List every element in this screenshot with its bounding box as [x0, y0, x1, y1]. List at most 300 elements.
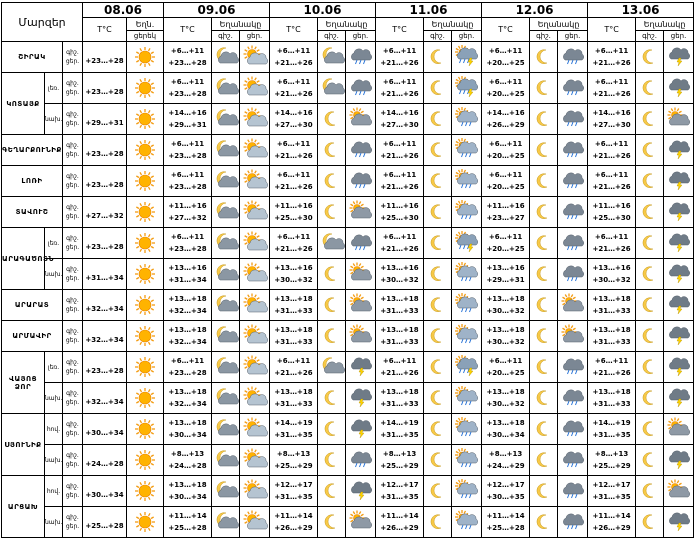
cloud-moon-icon	[212, 321, 240, 352]
temperature: +6…+11 +20…+25	[482, 228, 530, 259]
moon-icon	[318, 166, 346, 197]
day-subheader: ցեր.	[558, 31, 588, 42]
sun-cloud-icon	[240, 414, 270, 445]
cloud-rain-icon	[558, 166, 588, 197]
temperature: +8…+13 +24…+28	[164, 445, 212, 476]
subregion-label: լեռ.	[45, 352, 63, 383]
temp-day: +23…+28	[85, 181, 124, 189]
temperature: +11…+16 +23…+27	[482, 197, 530, 228]
forecast-row	[2, 197, 694, 228]
sun-icon	[127, 445, 164, 476]
sun-cloud-icon	[240, 104, 270, 135]
night-label: գիշ.	[66, 359, 79, 366]
forecast-row	[2, 104, 694, 135]
sun-icon	[127, 383, 164, 414]
temp-header: T°C	[83, 18, 127, 42]
sun-rain-icon	[452, 290, 482, 321]
temperature: +6…+11 +23…+28	[164, 352, 212, 383]
sun-cloud-icon	[240, 259, 270, 290]
cloud-rain-icon	[558, 73, 588, 104]
cloud-storm-icon	[664, 445, 694, 476]
moon-icon	[530, 445, 558, 476]
day-label: ցեր.	[65, 120, 80, 127]
temp-day: +29…+31	[85, 119, 124, 127]
cloud-rain-icon	[558, 383, 588, 414]
moon-icon	[636, 290, 664, 321]
cloud-sun-icon	[664, 476, 694, 507]
night-label: գիշ.	[66, 514, 79, 521]
moon-icon	[530, 228, 558, 259]
moon-icon	[318, 445, 346, 476]
temperature: +6…+11 +20…+25	[482, 42, 530, 73]
cloud-moon-icon	[212, 476, 240, 507]
cloud-moon-icon	[212, 445, 240, 476]
cloud-sun-icon	[346, 197, 376, 228]
period-labels	[63, 42, 83, 73]
day-label: ցեր.	[65, 306, 80, 313]
temperature: +13…+18 +30…+34	[482, 414, 530, 445]
moon-icon	[318, 321, 346, 352]
period-labels	[63, 290, 83, 321]
temp-day: +23…+28	[85, 57, 124, 65]
moon-icon	[530, 290, 558, 321]
temperature: +6…+11 +21…+26	[588, 42, 636, 73]
temperature	[83, 104, 127, 135]
cloud-rain-icon	[346, 228, 376, 259]
period-labels	[63, 507, 83, 538]
sun-rain-icon	[452, 383, 482, 414]
temperature: +13…+16 +30…+32	[376, 259, 424, 290]
moon-icon	[424, 259, 452, 290]
moon-icon	[636, 445, 664, 476]
temperature: +6…+11 +21…+26	[376, 228, 424, 259]
cloud-sun-icon	[346, 290, 376, 321]
temp-header: T°C	[164, 18, 212, 42]
day-label: ցեր.	[65, 399, 80, 406]
rain-storm-icon	[452, 73, 482, 104]
temperature: +6…+11 +23…+28	[164, 135, 212, 166]
sun-cloud-icon	[240, 352, 270, 383]
temperature: +14…+16 +26…+29	[482, 104, 530, 135]
temperature: +14…+19 +31…+35	[588, 414, 636, 445]
temperature: +14…+19 +31…+35	[376, 414, 424, 445]
cloud-rain-icon	[558, 352, 588, 383]
sun-cloud-icon	[240, 321, 270, 352]
day-label: ցեր.	[65, 523, 80, 530]
moon-icon	[636, 321, 664, 352]
moon-icon	[424, 476, 452, 507]
moon-icon	[636, 73, 664, 104]
temperature	[83, 42, 127, 73]
temp-day: +32…+34	[85, 398, 124, 406]
moon-icon	[318, 104, 346, 135]
cloud-rain-icon	[346, 73, 376, 104]
period-labels	[63, 383, 83, 414]
cloud-header: Եղանակը	[636, 18, 694, 31]
temp-day: +23…+28	[85, 243, 124, 251]
temperature: +6…+11 +21…+26	[376, 42, 424, 73]
temperature	[83, 507, 127, 538]
cloud-rain-icon	[558, 445, 588, 476]
temperature: +13…+18 +30…+32	[482, 290, 530, 321]
temp-day: +23…+28	[85, 88, 124, 96]
day-label: ցեր.	[65, 368, 80, 375]
subregion-label: նախ.	[45, 445, 63, 476]
moon-icon	[424, 166, 452, 197]
sun-rain-icon	[452, 476, 482, 507]
region-name: ԿՈՏԱՅՔ	[2, 73, 45, 135]
temperature: +6…+11 +21…+26	[588, 228, 636, 259]
temperature: +13…+18 +30…+34	[164, 476, 212, 507]
temperature: +13…+18 +30…+32	[482, 321, 530, 352]
sun-icon	[127, 166, 164, 197]
temperature: +13…+18 +31…+33	[588, 321, 636, 352]
period-labels	[63, 73, 83, 104]
forecast-row	[2, 290, 694, 321]
night-label: գիշ.	[66, 173, 79, 180]
temperature: +6…+11 +21…+26	[376, 73, 424, 104]
temperature: +13…+18 +32…+34	[164, 290, 212, 321]
sun-icon	[127, 507, 164, 538]
sun-rain-icon	[452, 104, 482, 135]
moon-icon	[424, 352, 452, 383]
cloud-moon-icon	[212, 228, 240, 259]
period-labels	[63, 135, 83, 166]
cloud-header: Եղանակը	[318, 18, 376, 31]
night-subheader: գիշ.	[530, 31, 558, 42]
sun-rain-icon	[452, 197, 482, 228]
subregion-label: նախ.	[45, 259, 63, 290]
cloud-rain-icon	[346, 135, 376, 166]
moon-icon	[424, 445, 452, 476]
temperature: +13…+18 +31…+33	[376, 290, 424, 321]
night-label: գիշ.	[66, 421, 79, 428]
temperature: +13…+16 +31…+34	[164, 259, 212, 290]
cloud-rain-icon	[558, 228, 588, 259]
region-name: ԱՐԱԳԱԾՈՏՆ	[2, 228, 45, 290]
moon-icon	[424, 135, 452, 166]
temperature: +12…+17 +31…+35	[588, 476, 636, 507]
temperature: +14…+16 +29…+31	[164, 104, 212, 135]
temperature	[83, 166, 127, 197]
cloud-storm-icon	[664, 352, 694, 383]
period-labels	[63, 104, 83, 135]
temperature: +14…+19 +31…+35	[270, 414, 318, 445]
temperature: +8…+13 +24…+29	[482, 445, 530, 476]
forecast-row	[2, 476, 694, 507]
sun-cloud-icon	[240, 290, 270, 321]
cloud-moon-icon	[318, 352, 346, 383]
temperature: +13…+18 +32…+34	[164, 383, 212, 414]
night-label: գիշ.	[66, 328, 79, 335]
day-label: ցեր.	[65, 461, 80, 468]
cloud-moon-icon	[212, 104, 240, 135]
moon-icon	[424, 290, 452, 321]
moon-icon	[424, 42, 452, 73]
cloud-moon-icon	[212, 166, 240, 197]
temperature: +6…+11 +21…+26	[588, 73, 636, 104]
cloud-header: Եղանակը	[424, 18, 482, 31]
temperature: +6…+11 +21…+26	[588, 135, 636, 166]
day-subheader: ցերեկ	[127, 31, 164, 42]
temperature: +8…+13 +25…+29	[270, 445, 318, 476]
cloud-header: Եղանակը	[530, 18, 588, 31]
cloud-rain-icon	[558, 197, 588, 228]
temperature	[83, 383, 127, 414]
forecast-row	[2, 383, 694, 414]
moon-icon	[636, 197, 664, 228]
forecast-row	[2, 445, 694, 476]
subregion-label: նախ.	[45, 104, 63, 135]
region-name: ԼՈՌԻ	[2, 166, 63, 197]
cloud-rain-icon	[558, 104, 588, 135]
temperature: +13…+18 +31…+33	[376, 321, 424, 352]
day-subheader: ցեր.	[346, 31, 376, 42]
cloud-rain-icon	[558, 259, 588, 290]
date-header: 11.06	[376, 3, 482, 18]
period-labels	[63, 228, 83, 259]
period-labels	[63, 259, 83, 290]
cloud-sun-icon	[558, 290, 588, 321]
temp-day: +30…+34	[85, 429, 124, 437]
sun-icon	[127, 352, 164, 383]
sun-cloud-icon	[240, 507, 270, 538]
day-label: ցեր.	[65, 213, 80, 220]
cloud-moon-icon	[318, 42, 346, 73]
day-label: ցեր.	[65, 58, 80, 65]
cloud-storm-icon	[346, 352, 376, 383]
sun-icon	[127, 259, 164, 290]
night-subheader: գիշ.	[636, 31, 664, 42]
temp-day: +24…+28	[85, 460, 124, 468]
forecast-row	[2, 135, 694, 166]
temperature: +6…+11 +21…+26	[588, 166, 636, 197]
moon-icon	[424, 104, 452, 135]
sun-icon	[127, 228, 164, 259]
temperature: +13…+18 +30…+34	[164, 414, 212, 445]
night-label: գիշ.	[66, 452, 79, 459]
temperature: +6…+11 +21…+26	[270, 228, 318, 259]
cloud-rain-icon	[346, 166, 376, 197]
temp-header: T°C	[376, 18, 424, 42]
day-subheader: ցեր.	[664, 31, 694, 42]
temp-day: +23…+28	[85, 367, 124, 375]
cloud-moon-icon	[212, 73, 240, 104]
temperature: +6…+11 +23…+28	[164, 166, 212, 197]
temperature: +8…+13 +25…+29	[376, 445, 424, 476]
moon-icon	[424, 73, 452, 104]
temperature: +14…+16 +27…+30	[270, 104, 318, 135]
subregion-label: նախ.	[45, 507, 63, 538]
region-name: ՏԱՎՈՒՇ	[2, 197, 63, 228]
temp-header: T°C	[270, 18, 318, 42]
day-label: ցեր.	[65, 430, 80, 437]
temperature: +12…+17 +31…+35	[270, 476, 318, 507]
temperature: +6…+11 +23…+28	[164, 73, 212, 104]
temperature: +13…+18 +31…+33	[376, 383, 424, 414]
period-labels	[63, 197, 83, 228]
sun-rain-icon	[452, 321, 482, 352]
cloud-moon-icon	[212, 507, 240, 538]
day-subheader: ցեր.	[240, 31, 270, 42]
cloud-moon-icon	[212, 290, 240, 321]
period-labels	[63, 352, 83, 383]
sun-rain-icon	[452, 135, 482, 166]
temperature: +6…+11 +20…+25	[482, 352, 530, 383]
date-header: 09.06	[164, 3, 270, 18]
cloud-sun-icon	[664, 104, 694, 135]
temperature: +6…+11 +23…+28	[164, 42, 212, 73]
day-label: ցեր.	[65, 337, 80, 344]
sun-cloud-icon	[240, 476, 270, 507]
moon-icon	[424, 228, 452, 259]
temperature: +6…+11 +21…+26	[588, 352, 636, 383]
moon-icon	[318, 476, 346, 507]
cloud-moon-icon	[212, 135, 240, 166]
temp-header: T°C	[482, 18, 530, 42]
forecast-row	[2, 507, 694, 538]
sun-cloud-icon	[240, 197, 270, 228]
temperature	[83, 259, 127, 290]
moon-icon	[424, 197, 452, 228]
forecast-row	[2, 321, 694, 352]
cloud-sun-icon	[346, 104, 376, 135]
rain-storm-icon	[452, 228, 482, 259]
day-label: ցեր.	[65, 182, 80, 189]
temp-day: +30…+34	[85, 491, 124, 499]
temperature	[83, 228, 127, 259]
cloud-header: Եղն.	[127, 18, 164, 31]
moon-icon	[530, 42, 558, 73]
cloud-moon-icon	[212, 352, 240, 383]
cloud-storm-icon	[664, 73, 694, 104]
sun-icon	[127, 104, 164, 135]
sun-icon	[127, 42, 164, 73]
moon-icon	[530, 321, 558, 352]
night-label: գիշ.	[66, 266, 79, 273]
moon-icon	[318, 414, 346, 445]
region-name: ԱՐԱՐԱՏ	[2, 290, 63, 321]
cloud-rain-icon	[558, 476, 588, 507]
night-label: գիշ.	[66, 80, 79, 87]
cloud-storm-icon	[664, 42, 694, 73]
subregion-label: լեռ.	[45, 73, 63, 104]
temperature	[83, 135, 127, 166]
day-label: ցեր.	[65, 89, 80, 96]
sun-icon	[127, 290, 164, 321]
moon-icon	[318, 135, 346, 166]
temperature: +6…+11 +21…+26	[270, 42, 318, 73]
date-header: 12.06	[482, 3, 588, 18]
region-name: ՍՅՈՒՆԻՔ	[2, 414, 45, 476]
cloud-sun-icon	[346, 321, 376, 352]
moon-icon	[636, 42, 664, 73]
temperature: +13…+16 +29…+31	[482, 259, 530, 290]
forecast-row	[2, 414, 694, 445]
cloud-storm-icon	[346, 476, 376, 507]
sun-cloud-icon	[240, 166, 270, 197]
moon-icon	[318, 507, 346, 538]
moon-icon	[318, 290, 346, 321]
cloud-moon-icon	[212, 42, 240, 73]
temperature: +6…+11 +20…+25	[482, 135, 530, 166]
forecast-row	[2, 73, 694, 104]
subregion-label: լեռ.	[45, 228, 63, 259]
date-header: 13.06	[588, 3, 694, 18]
cloud-rain-icon	[558, 507, 588, 538]
moon-icon	[636, 507, 664, 538]
cloud-storm-icon	[664, 166, 694, 197]
temperature: +13…+18 +31…+33	[270, 321, 318, 352]
period-labels	[63, 321, 83, 352]
sun-icon	[127, 476, 164, 507]
temperature: +12…+17 +30…+35	[482, 476, 530, 507]
moon-icon	[530, 414, 558, 445]
moon-icon	[530, 135, 558, 166]
moon-icon	[318, 383, 346, 414]
cloud-rain-icon	[346, 42, 376, 73]
moon-icon	[636, 352, 664, 383]
rain-storm-icon	[452, 42, 482, 73]
temperature: +6…+11 +20…+25	[482, 166, 530, 197]
cloud-storm-icon	[664, 290, 694, 321]
sun-icon	[127, 135, 164, 166]
temperature: +6…+11 +21…+26	[270, 73, 318, 104]
moon-icon	[530, 352, 558, 383]
forecast-row	[2, 42, 694, 73]
temp-day: +31…+34	[85, 274, 124, 282]
temperature: +13…+18 +32…+34	[164, 321, 212, 352]
subregion-label: հով.	[45, 476, 63, 507]
night-label: գիշ.	[66, 49, 79, 56]
cloud-storm-icon	[664, 321, 694, 352]
temperature: +11…+14 +25…+28	[482, 507, 530, 538]
sun-rain-icon	[452, 259, 482, 290]
night-label: գիշ.	[66, 142, 79, 149]
temperature: +6…+11 +21…+26	[270, 135, 318, 166]
sun-icon	[127, 197, 164, 228]
temperature	[83, 197, 127, 228]
sun-rain-icon	[452, 445, 482, 476]
cloud-header: Եղանակը	[212, 18, 270, 31]
night-label: գիշ.	[66, 390, 79, 397]
temperature: +11…+16 +25…+30	[376, 197, 424, 228]
temperature: +11…+16 +25…+30	[270, 197, 318, 228]
date-header: 08.06	[83, 3, 164, 18]
temperature: +6…+11 +21…+26	[376, 135, 424, 166]
temperature	[83, 321, 127, 352]
moon-icon	[424, 321, 452, 352]
day-label: ցեր.	[65, 151, 80, 158]
temperature: +12…+17 +31…+35	[376, 476, 424, 507]
cloud-storm-icon	[346, 383, 376, 414]
sun-icon	[127, 414, 164, 445]
moon-icon	[530, 197, 558, 228]
temp-header: T°C	[588, 18, 636, 42]
cloud-sun-icon	[346, 507, 376, 538]
temperature: +13…+18 +31…+33	[588, 383, 636, 414]
cloud-rain-icon	[558, 42, 588, 73]
cloud-moon-icon	[212, 259, 240, 290]
temperature: +6…+11 +21…+26	[270, 352, 318, 383]
temperature: +11…+16 +27…+32	[164, 197, 212, 228]
sun-cloud-icon	[240, 42, 270, 73]
temperature	[83, 445, 127, 476]
cloud-sun-icon	[664, 414, 694, 445]
temperature: +6…+11 +21…+26	[376, 352, 424, 383]
sun-cloud-icon	[240, 383, 270, 414]
sun-rain-icon	[452, 414, 482, 445]
